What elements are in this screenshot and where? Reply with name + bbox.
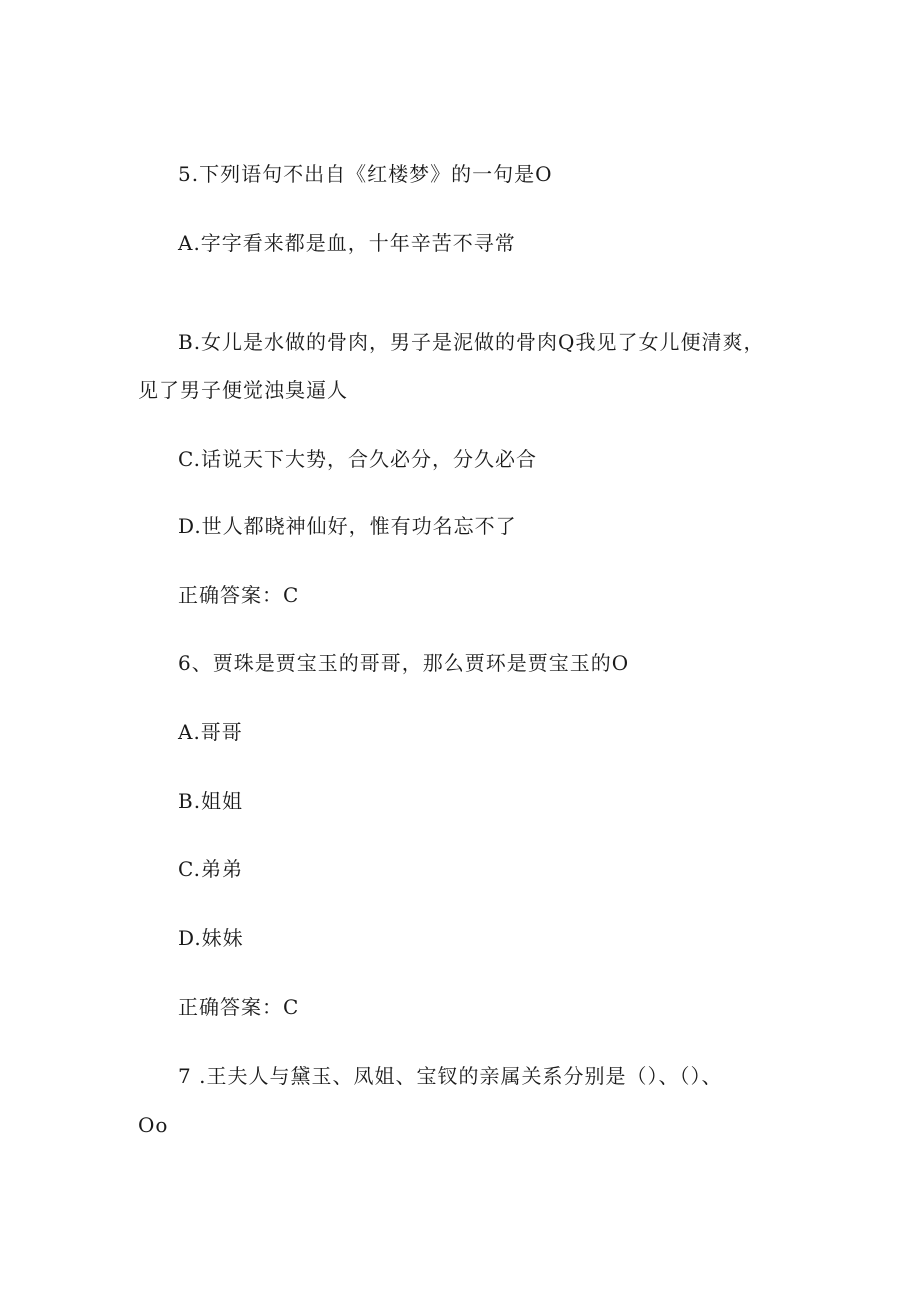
question-7-stem-continued: Oo [138,1113,169,1137]
question-5-answer: 正确答案：C [178,583,300,607]
question-5-option-b: B.女儿是水做的骨肉，男子是泥做的骨肉Q我见了女儿便清爽， [178,330,765,354]
question-5-option-b-continued: 见了男子便觉浊臭逼人 [138,378,348,402]
question-6-stem: 6、贾珠是贾宝玉的哥哥，那么贾环是贾宝玉的O [178,651,630,675]
question-5-stem: 5.下列语句不出自《红楼梦》的一句是O [178,162,553,186]
question-5-option-a: A.字字看来都是血，十年辛苦不寻常 [178,231,516,255]
question-6-option-b: B.姐姐 [178,789,244,813]
question-6-option-a: A.哥哥 [178,720,243,744]
question-5-option-d: D.世人都晓神仙好，惟有功名忘不了 [178,514,517,538]
question-6-answer: 正确答案：C [178,995,300,1019]
question-6-option-c: C.弟弟 [178,857,243,881]
question-6-option-d: D.妹妹 [178,926,244,950]
question-7-stem: 7 .王夫人与黛玉、凤姐、宝钗的亲属关系分别是（）、（）、 [178,1064,723,1088]
question-5-option-c: C.话说天下大势，合久必分，分久必合 [178,447,537,471]
